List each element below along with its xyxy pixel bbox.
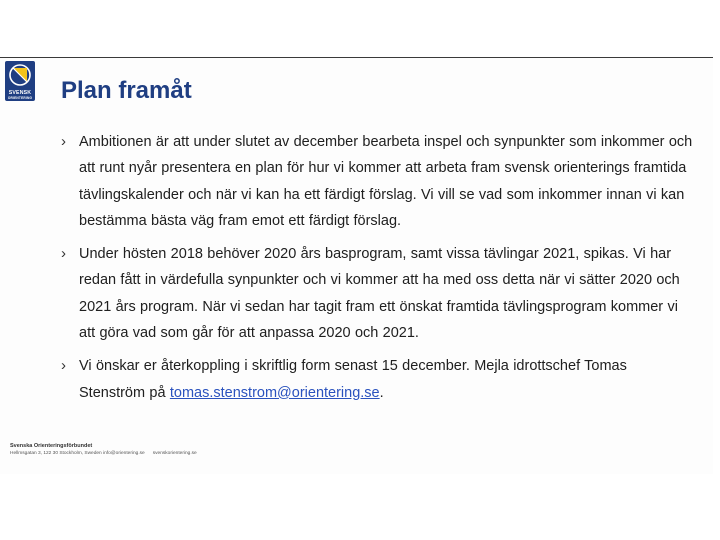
- bullet-item: [61, 353, 697, 406]
- slide: [0, 57, 713, 474]
- footer-contact: [10, 451, 197, 456]
- bullet-list: [61, 129, 697, 413]
- logo-text-orientering: ORIENTERING: [7, 96, 33, 100]
- logo-text-svensk: SVENSK: [8, 90, 32, 96]
- chevron-right-icon: ›: [61, 133, 66, 150]
- bullet-text: [79, 353, 697, 406]
- slide-title: Plan framåt: [61, 77, 192, 104]
- bullet-item: [61, 129, 697, 234]
- bullet-text-before-link: Vi önskar er återkoppling i skriftlig form senast 15 december. Mejla idrottschef Tomas Stenström på: [79, 358, 627, 401]
- bullet-text: Ambitionen är att under slutet av december bearbeta inspel och synpunkter som inkommer och att runt nyår presentera en plan för hur vi kommer att arbeta fram svensk orienterings framtida tävlingskalender och när vi kan ha ett färdigt förslag. Vi vill se vad som inkommer innan vi kan bestämma bästa väg fram emot ett färdigt förslag.: [79, 134, 693, 229]
- footer-address: Hellmsgatan 3, 122 30 Stockholm, Sweden info@orientering.se: [10, 451, 145, 456]
- footer-website: svenskorientering.se: [152, 451, 197, 456]
- orienteering-control-flag-icon: [5, 61, 35, 91]
- bullet-text-after-link: .: [379, 384, 384, 401]
- bullet-item: [61, 241, 697, 346]
- bullet-text: Under hösten 2018 behöver 2020 års basprogram, samt vissa tävlingar 2021, spikas. Vi har redan fått in värdefulla synpunkter och vi kommer att ha med oss detta när vi sätter 2020 och 2021 års program. När vi sedan har tagit fram ett önskat framtida tävlingsprogram kommer vi att göra vad som går för att anpassa 2020 och 2021.: [79, 246, 680, 342]
- footer: [10, 443, 197, 456]
- footer-organization: Svenska Orienteringsförbundet: [10, 443, 93, 449]
- email-link[interactable]: tomas.stenstrom@orientering.se: [169, 384, 380, 401]
- svensk-orientering-logo: [5, 61, 35, 101]
- chevron-right-icon: ›: [61, 245, 66, 263]
- chevron-right-icon: ›: [61, 357, 66, 375]
